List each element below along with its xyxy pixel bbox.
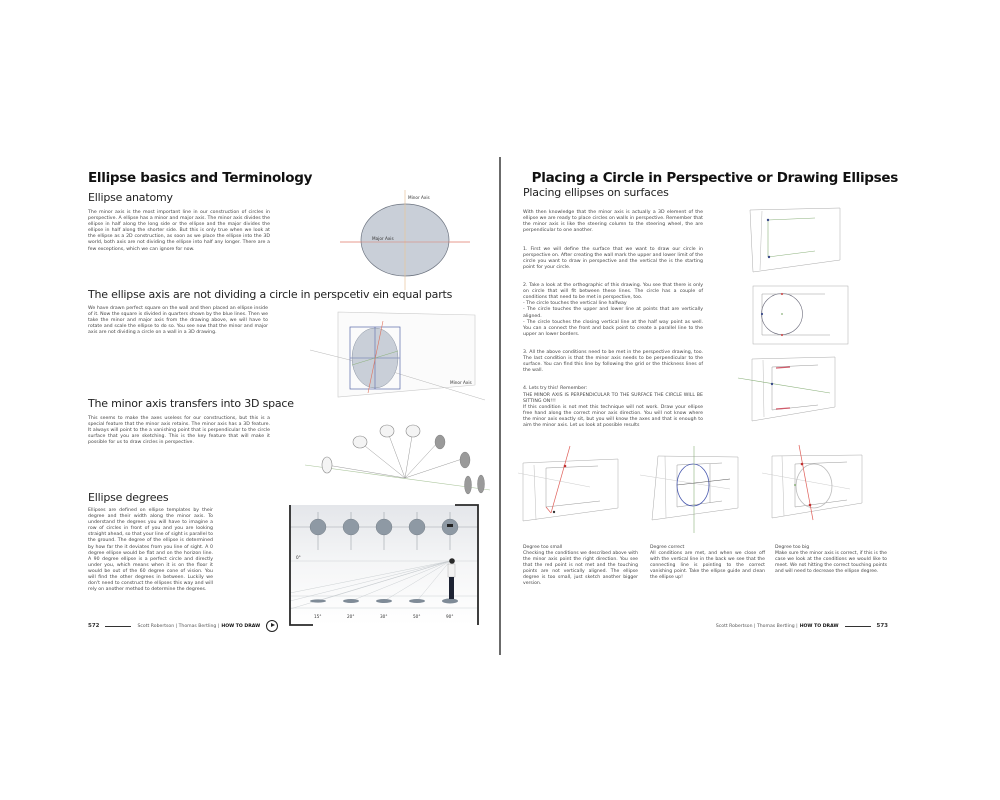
minor-axis-label: Minor Axis xyxy=(408,195,430,200)
paragraph: Ellipses are defined on ellipse templates by their degree and their width along the minor axis. To understand the degrees you will have to imagine a row of circles in front of you and you are looking straight ahead, so that your line of sight is parallel to the ground. The degree of the ellipse is determined by how far the it deviates from you line of sight. A 0 degree ellipse would be flat and on the horizon line. A 90 degree ellipse is a perfect circle and directly under you, which means when it is on the floor it would be out of the 60 degree cone of vision. You will find the other degrees in between. Luckily we don't need to construct the ellipses this way and will rely on another method to determine the degrees. xyxy=(88,508,213,593)
caption-title: Degree correct xyxy=(650,545,685,550)
caption-title: Degree too big xyxy=(775,545,810,550)
left-page-footer xyxy=(88,620,278,632)
result-correct-figure xyxy=(640,443,745,533)
footer-rule xyxy=(105,626,131,627)
caption-text: All conditions are met, and when we close off with the vertical line in the back we see that the connecting line is pointing to the correct vanishing point. Take the ellipse guide and clean the ellipse up! xyxy=(650,551,765,580)
horizon-degree-label: 0° xyxy=(296,555,301,560)
page-number: 572 xyxy=(88,623,100,629)
section-text-placing-ellipses xyxy=(523,204,703,441)
degree-label: 50° xyxy=(413,614,421,619)
degree-label: 30° xyxy=(380,614,388,619)
section-heading-ellipse-degrees: Ellipse degrees xyxy=(88,491,169,504)
right-page-title: Placing a Circle in Perspective or Drawing Ellipses xyxy=(531,170,898,186)
ellipse-degrees-figure xyxy=(287,500,483,630)
section-text-minor-axis-3d xyxy=(88,416,270,452)
result-too-big-figure xyxy=(762,443,872,533)
paragraph: 1. First we will define the surface that we want to draw our circle in perspective on. After creating the wall mark the upper and lower limit of the circle you want to draw in perspective and the vertical the is the starting point for your circle. xyxy=(523,246,703,270)
degree-label: 90° xyxy=(446,614,454,619)
caption-degree-too-small xyxy=(523,545,638,587)
footer-authors: Scott Robertson | Thomas Bertling | xyxy=(715,623,798,629)
play-circle-icon[interactable] xyxy=(266,620,278,632)
wall-ellipse-figure xyxy=(310,305,485,400)
major-axis-label: Major Axis xyxy=(372,236,394,241)
section-text-ellipse-degrees xyxy=(88,508,213,599)
section-text-ellipse-anatomy xyxy=(88,210,270,259)
paragraph: We have drawn perfect square on the wall and then placed an ellipse inside of it. Now the square is divided in quarters shown by the blue lines. Then we take the minor and major axis from the drawing above, we will have to rotate and scale the ellipse to do so. You see now that the minor and major axis are not dividing a circle on a wall in a 3D drawing. xyxy=(88,306,268,336)
caption-degree-too-big xyxy=(775,545,887,575)
paragraph: 4. Lets try this! Remember: THE MINOR AXIS IS PERPENDICULAR TO THE SURFACE THE CIRCLE WILL BE SITTING ON!!! If this condition is not met this technique will not work. Draw your ellipse free hand along the correct minor axis direction. You will not know where the minor axis exactly sit, but you will know the axes and that is enough to aim the minor axis. Let us look at possible results xyxy=(523,386,703,428)
step3-minor-axis-figure xyxy=(738,355,838,427)
section-heading-ellipse-anatomy: Ellipse anatomy xyxy=(88,191,173,204)
caption-degree-correct xyxy=(650,545,765,581)
paragraph: This seems to make the axes useless for our constructions, but this is a special feature that the minor axis retains. The minor axis has a 3D feature. It always will point to the a vanishing point that is perpendicular to the circle surface that you are sketching. This is the key feature that will make it possible for us to draw circles in perspective. xyxy=(88,416,270,446)
left-page-title: Ellipse basics and Terminology xyxy=(88,170,313,186)
section-heading-axis-not-dividing: The ellipse axis are not dividing a circle in perspcetiv ein equal parts xyxy=(88,288,453,301)
page-spine xyxy=(499,157,501,655)
step2-orthographic-figure xyxy=(750,283,850,345)
degree-label: 20° xyxy=(347,614,355,619)
minor-axis-fan-figure xyxy=(305,420,490,495)
paragraph: 3. All the above conditions need to be met in the perspective drawing, too. The last condition is that the minor axis needs to be perpendicular to the surface. You can find this line by following the grid or the thickness lines of the wall. xyxy=(523,349,703,374)
footer-book-title: HOW TO DRAW xyxy=(799,623,839,629)
right-page-footer xyxy=(716,623,888,629)
ellipse-anatomy-figure xyxy=(340,190,470,290)
step1-wall-figure xyxy=(745,205,840,275)
footer-authors: Scott Robertson | Thomas Bertling | xyxy=(137,623,220,629)
paragraph: The minor axis is the most important line in our construction of circles in perspective. A ellipse has a minor and major axis. The minor axis divides the ellipse in half along the long side or the ellipse and the major divides the ellipse in half along the shorter side. But this is only true when we look at the ellipse as a 2D construction, as soon as we place the ellipse into the 3D world, both axis are not dividing the ellipse into half any longer. There are a few exceptions, which we can ignore for now. xyxy=(88,210,270,252)
page-number: 573 xyxy=(876,623,888,629)
paragraph: With then knowledge that the minor axis is actually a 3D element of the ellipse we are ready to place circles on walls in perspective. Remember that the minor axis is like the steering column to the steering wheel, the are perpendicular to one another. xyxy=(523,210,703,234)
degree-label: 15° xyxy=(314,614,322,619)
minor-axis-label: Minor Axis xyxy=(450,380,472,385)
paragraph: 2. Take a look at the orthographic of this drawing. You see that there is only on circle that will fit between these lines. The circle has a couple of conditions that need to be met in perspective, too. - The circle touches the vertical line halfway - The circle touches the upper and lower line at points that are vertically aligned. - The circle touches the closing vertical line at the half way point as well. You can a connect the front and back point to create a parallel line to the upper an lower borders. xyxy=(523,283,703,337)
result-too-small-figure xyxy=(508,443,623,533)
footer-rule xyxy=(845,626,871,627)
section-heading-minor-axis-3d: The minor axis transfers into 3D space xyxy=(88,397,294,410)
section-heading-placing-ellipses: Placing ellipses on surfaces xyxy=(523,186,669,199)
section-text-axis-not-dividing xyxy=(88,306,268,342)
caption-title: Degree too small xyxy=(523,545,563,550)
person-figure xyxy=(448,558,455,599)
caption-text: Make sure the minor axis is correct, if this is the case we look at the conditions we would like to meet. We not hitting the correct touching points and will need to decrease the ellipse degree. xyxy=(775,551,887,574)
footer-book-title: HOW TO DRAW xyxy=(221,623,261,629)
caption-text: Checking the conditions we described above with the minor axis point the right direction. You see that the red point is not met and the touching points are not vertically aligned. The ellipse degree is too small, just sketch another bigger version. xyxy=(523,551,638,586)
